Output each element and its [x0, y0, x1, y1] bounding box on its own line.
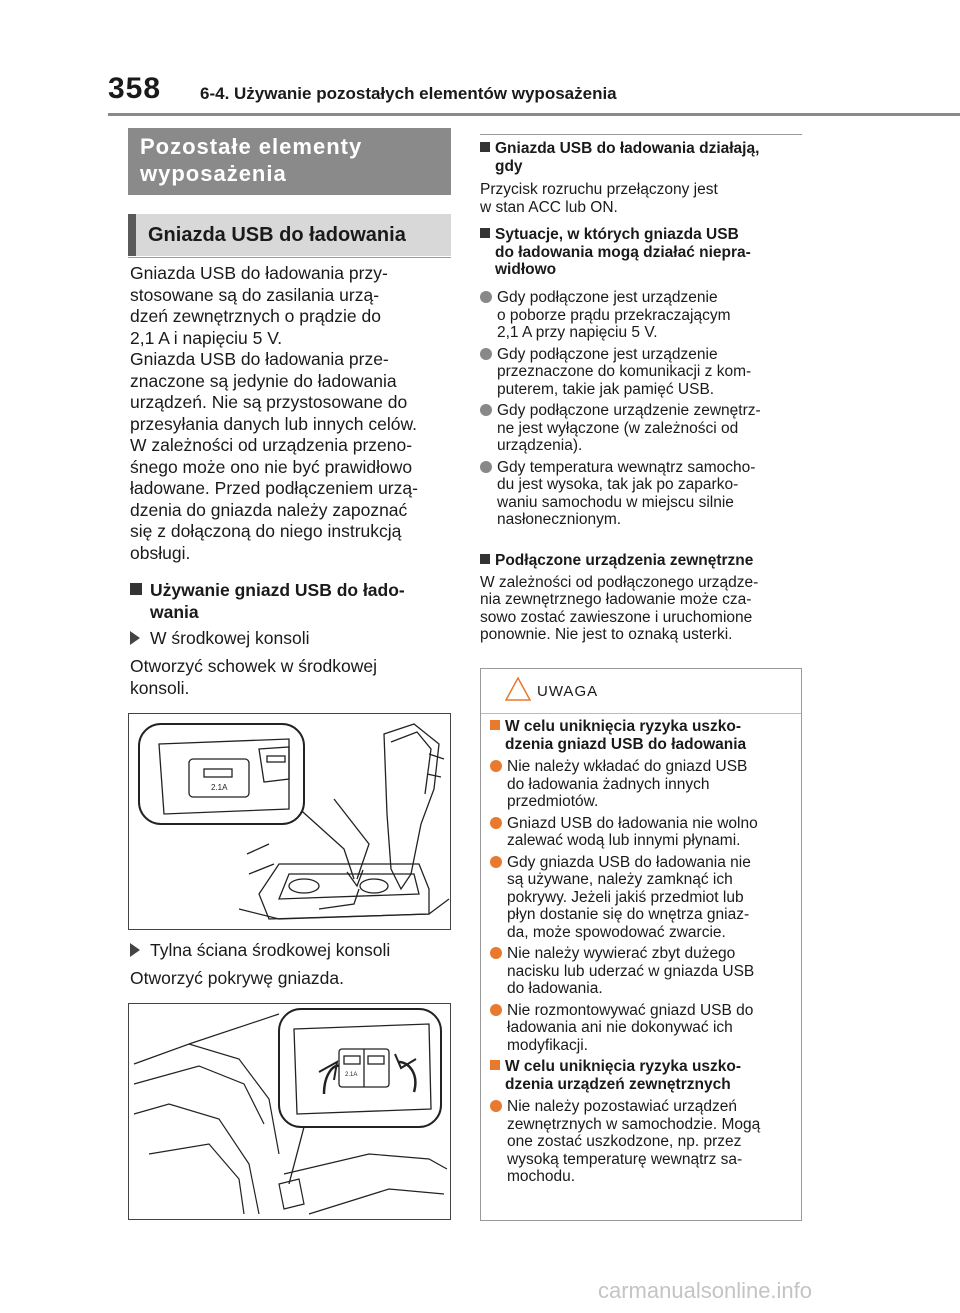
list-item [490, 758, 796, 811]
list-item [480, 289, 802, 342]
list-line: nacisku lub uderzać w gniazda USB [507, 962, 755, 980]
warning-triangle-icon [505, 677, 531, 701]
intro-line: dzeń zewnętrznych o prądzie do [130, 306, 381, 326]
intro-line: Gniazda USB do ładowania przy- [130, 263, 388, 283]
intro-line: przesyłania danych lub innych celów. [130, 413, 417, 434]
list-line: Nie należy wkładać do gniazd USB [507, 758, 748, 775]
location-2-text: Tylna ściana środkowej konsoli [150, 940, 391, 960]
heading-line: widłowo [495, 261, 557, 278]
square-bullet-icon [480, 554, 490, 564]
list-line: da, może spowodować zwarcie. [507, 923, 726, 941]
usb-rating-label: 2.1A [211, 783, 228, 792]
banner-line-1: Pozostałe elementy [140, 134, 363, 159]
bullet-dot-icon [490, 1004, 502, 1016]
heading-line: dzenia urządzeń zewnętrznych [505, 1075, 731, 1093]
usage-heading [130, 580, 452, 623]
console-illustration [129, 714, 450, 929]
text-line: w stan ACC lub ON. [480, 198, 618, 216]
text-line: sowo zostać zawieszone i uruchomione [480, 608, 753, 626]
heading-line: Sytuacje, w których gniazda USB [495, 226, 739, 243]
square-bullet-icon [490, 1060, 500, 1070]
instruction-line: konsoli. [130, 677, 190, 698]
location-1-text: W środkowej konsoli [150, 628, 310, 648]
usb-rating-label: 2.1A [345, 1072, 358, 1078]
list-line: Gdy gniazda USB do ładowania nie [507, 853, 751, 871]
list-line: zalewać wodą lub innymi płynami. [507, 832, 741, 849]
rear-console-illustration [129, 1004, 450, 1219]
triangle-bullet-icon [130, 943, 140, 957]
section-title: 6-4. Używanie pozostałych elementów wyposażenia [200, 84, 617, 103]
list-line: ładowania ani nie dokonywać ich [507, 1019, 733, 1036]
list-line: 2,1 A przy napięciu 5 V. [497, 324, 658, 341]
square-bullet-icon [490, 720, 500, 730]
bullet-dot-icon [480, 404, 492, 416]
location-2-instruction [130, 968, 452, 990]
intro-paragraph [130, 263, 452, 564]
list-line: Nie rozmontowywać gniazd USB do [507, 1001, 754, 1019]
bullet-dot-icon [480, 461, 492, 473]
rear-console-figure [128, 1003, 451, 1220]
bullet-dot-icon [490, 817, 502, 829]
square-bullet-icon [480, 228, 490, 238]
list-line: przedmiotów. [507, 793, 599, 810]
heading-line: W celu uniknięcia ryzyka uszko- [505, 1058, 742, 1075]
list-line: płyn dostanie się do wnętrza gniaz- [507, 906, 750, 923]
square-bullet-icon [480, 142, 490, 152]
list-line: Nie należy wywierać zbyt dużego [507, 945, 736, 962]
warning-content [490, 718, 796, 1186]
intro-line: śnego może ono nie być prawidłowo [130, 456, 413, 477]
page-number: 358 [108, 72, 162, 105]
list-line: do ładowania żadnych innych [507, 775, 710, 793]
list-line: Gdy temperatura wewnątrz samocho- [497, 458, 756, 476]
console-figure [128, 713, 451, 930]
list-line: Gdy podłączone urządzenie zewnętrz- [497, 402, 761, 419]
usage-heading-line: wania [150, 601, 199, 622]
section-banner [128, 128, 451, 195]
list-item [490, 1098, 796, 1186]
bullet-dot-icon [490, 947, 502, 959]
list-line: nasłonecznionym. [497, 511, 622, 528]
heading-line: Podłączone urządzenia zewnętrzne [495, 552, 754, 569]
connected-devices [480, 552, 802, 644]
heading-line: Gniazda USB do ładowania działają, [495, 140, 760, 157]
heading-line: dzenia gniazd USB do ładowania [505, 735, 747, 753]
list-item [490, 945, 796, 998]
list-line: one zostać uszkodzone, np. przez [507, 1133, 742, 1150]
bullet-dot-icon [490, 856, 502, 868]
text-line: nia zewnętrznego ładowanie może cza- [480, 591, 752, 608]
operation-conditions [480, 140, 802, 216]
list-line: zewnętrznych w samochodzie. Mogą [507, 1115, 761, 1133]
intro-line: obsługi. [130, 542, 191, 563]
square-bullet-icon [130, 583, 142, 595]
bullet-dot-icon [480, 348, 492, 360]
intro-line: W zależności od urządzenia przeno- [130, 435, 413, 455]
location-1-label [130, 628, 452, 650]
intro-line: znaczone są jedynie do ładowania [130, 370, 397, 391]
warning-title: UWAGA [537, 683, 599, 700]
intro-line: stosowane są do zasilania urzą- [130, 284, 380, 305]
location-2-label [130, 940, 452, 962]
bullet-dot-icon [490, 1100, 502, 1112]
intro-line: dzenia do gniazda należy zapoznać [130, 499, 408, 520]
instruction-line: Otworzyć schowek w środkowej [130, 656, 378, 676]
list-line: przeznaczone do komunikacji z kom- [497, 363, 752, 380]
list-line: Gdy podłączone jest urządzenie [497, 289, 718, 306]
usage-heading-line: Używanie gniazd USB do łado- [150, 580, 405, 600]
text-line: Przycisk rozruchu przełączony jest [480, 181, 718, 198]
list-line: du jest wysoka, tak jak po zaparko- [497, 476, 739, 493]
location-1-instruction [130, 656, 452, 699]
intro-line: Gniazda USB do ładowania prze- [130, 349, 389, 369]
heading-line: gdy [495, 157, 523, 175]
list-line: wysoką temperaturę wewnątrz sa- [507, 1150, 743, 1168]
intro-line: się z dołączoną do niego instrukcją [130, 521, 402, 541]
text-line: W zależności od podłączonego urządze- [480, 573, 759, 591]
subsection-title: Gniazda USB do ładowania [128, 214, 451, 256]
list-line: modyfikacji. [507, 1036, 588, 1054]
subsection-divider [128, 257, 451, 258]
list-line: puterem, takie jak pamięć USB. [497, 380, 715, 398]
instruction-line: Otworzyć pokrywę gniazda. [130, 968, 344, 988]
bullet-dot-icon [490, 760, 502, 772]
list-line: mochodu. [507, 1168, 576, 1185]
bullet-dot-icon [480, 291, 492, 303]
column-divider [480, 134, 802, 135]
intro-line: ładowane. Przed podłączeniem urzą- [130, 478, 418, 498]
list-line: waniu samochodu w miejscu silnie [497, 493, 734, 511]
malfunction-situations [480, 226, 802, 279]
intro-line: urządzeń. Nie są przystosowane do [130, 392, 408, 412]
list-item [490, 854, 796, 942]
list-item [480, 459, 802, 529]
list-line: urządzenia). [497, 437, 583, 454]
list-line: o poborze prądu przekraczającym [497, 306, 731, 324]
list-line: Gdy podłączone jest urządzenie [497, 345, 718, 363]
bullet-list [480, 289, 802, 529]
list-item [490, 815, 796, 850]
heading-line: W celu uniknięcia ryzyka uszko- [505, 718, 742, 735]
list-line: ne jest wyłączone (w zależności od [497, 419, 739, 437]
triangle-bullet-icon [130, 631, 140, 645]
watermark: carmanualsonline.info [598, 1278, 813, 1303]
text-line: ponownie. Nie jest to oznaką usterki. [480, 626, 733, 643]
list-item [480, 402, 802, 455]
list-line: Gniazd USB do ładowania nie wolno [507, 814, 758, 832]
list-line: do ładowania. [507, 980, 603, 997]
banner-line-2: wyposażenia [140, 161, 287, 186]
warning-header [481, 669, 801, 714]
list-item [490, 1002, 796, 1055]
header-divider [108, 113, 960, 116]
list-line: pokrywy. Jeżeli jakiś przedmiot lub [507, 888, 744, 906]
list-line: Nie należy pozostawiać urządzeń [507, 1098, 738, 1115]
heading-line: do ładowania mogą działać niepra- [495, 243, 751, 261]
list-line: są używane, należy zamknąć ich [507, 871, 733, 888]
list-item [480, 346, 802, 399]
intro-line: 2,1 A i napięciu 5 V. [130, 327, 283, 348]
